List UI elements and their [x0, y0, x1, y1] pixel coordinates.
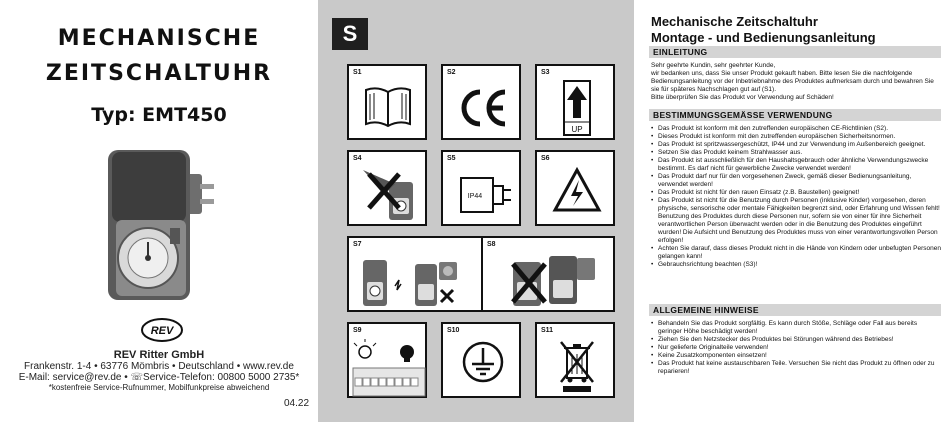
symbol-box-s7: [347, 236, 487, 312]
section-heading-einleitung: EINLEITUNG: [649, 46, 941, 58]
box-label: S10: [447, 327, 460, 334]
svg-text:REV: REV: [150, 325, 174, 337]
ip44-label: IP44: [467, 193, 483, 200]
doc-title: Mechanische Zeitschaltuhr: [651, 14, 818, 29]
list-item: • Das Produkt darf nur für den vorgesehenen Zweck, gemäß dieser Bedienungsanleitung, verwendet werden!: [651, 173, 941, 189]
instructions-panel: [634, 0, 950, 422]
up-label: UP: [571, 125, 583, 134]
symbol-box-s2: [441, 64, 521, 140]
symbol-box-s4: [347, 150, 427, 226]
section-badge: S: [332, 18, 368, 50]
list-item: • Achten Sie darauf, dass dieses Produkt nicht in die Hände von Kindern oder unbefugten Personen gelangen kann!: [651, 245, 941, 261]
symbols-panel: [318, 0, 634, 422]
box-label: S2: [447, 69, 456, 76]
company-name: REV Ritter GmbH: [113, 349, 205, 361]
symbol-box-s3: [535, 64, 615, 140]
list-item: • Dieses Produkt ist konform mit den zutreffenden europäischen Sicherheitsnormen.: [651, 133, 941, 141]
company-address: Frankenstr. 1-4 • 63776 Mömbris • Deutschland • www.rev.de: [24, 361, 294, 372]
box-label: S1: [353, 69, 362, 76]
version-date: 04.22: [284, 398, 310, 409]
list-item: • Das Produkt ist spritzwassergeschützt, IP44 und zur Verwendung im Außenbereich geeignet.: [651, 141, 941, 149]
doc-subtitle: Montage - und Bedienungsanleitung: [651, 30, 876, 45]
list-item: • Keine Zusatzkomponenten einsetzen!: [651, 352, 941, 360]
up-arrow-icon: [563, 80, 591, 136]
weee-bin-icon: [557, 338, 597, 394]
intro-text: [651, 62, 941, 102]
list-item: • Setzen Sie das Produkt keinem Strahlwasser aus.: [651, 149, 941, 157]
cover-title-line1: MECHANISCHE: [57, 26, 261, 51]
usage-list: [651, 125, 941, 269]
company-contact: E-Mail: service@rev.de • ☏Service-Telefon: 00800 5000 2735*: [18, 372, 300, 383]
section-heading-verwendung: BESTIMMUNGSGEMÄSSE VERWENDUNG: [649, 109, 941, 121]
intro-greeting: Sehr geehrte Kundin, sehr geehrter Kunde,: [651, 62, 776, 69]
symbol-box-s8: [481, 236, 615, 312]
list-item: • Das Produkt hat keine austauschbaren Teile. Versuchen Sie nicht das Produkt zu öffnen oder zu reparieren!: [651, 360, 941, 376]
list-item: • Das Produkt ist ausschließlich für den Haushaltsgebrauch oder ähnliche Verwendungszwecke bestimmt. Es darf nicht für gewerbliche Zwecke verwendet werden!: [651, 157, 941, 173]
ce-mark-icon: [453, 82, 513, 134]
timer-product-image: [92, 144, 232, 304]
list-item: • Nur gelieferte Originalteile verwenden!: [651, 344, 941, 352]
no-water-jet-icon: [355, 164, 423, 224]
symbol-box-s5: [441, 150, 521, 226]
box-label: S5: [447, 155, 456, 162]
type-label: Typ: EMT450: [91, 104, 227, 126]
list-item: • Ziehen Sie den Netzstecker des Produktes bei Störungen während des Betriebes!: [651, 336, 941, 344]
intro-body: wir bedanken uns, dass Sie unser Produkt gekauft haben. Bitte lesen Sie die nachfolgende Bedienungsanleitung vor der Inbetriebnahme des Produktes aufmerksam durch und bewahren Sie sie für späteres Nachschlagen gut auf (S1).: [651, 70, 934, 93]
ip44-plug-icon: [455, 168, 513, 220]
list-item: • Das Produkt ist konform mit den zutreffenden europäischen CE-Richtlinien (S2).: [651, 125, 941, 133]
box-label: S9: [353, 327, 362, 334]
symbol-box-s9: [347, 322, 427, 398]
box-label: S11: [541, 327, 554, 334]
rev-logo: [140, 316, 184, 344]
intro-check: Bitte überprüfen Sie das Produkt vor Verwendung auf Schäden!: [651, 94, 834, 101]
manual-book-icon: [363, 84, 413, 128]
list-item: • Das Produkt ist nicht für die Benutzung durch Personen (inklusive Kinder) vorgesehen, deren physische, sensorische oder mentale Fähigkeiten begrenzt sind, oder Erfahrung und Wissen fehlt! Benutzung des Produktes durch diese Personen nur, sofern sie von einer für ihre Sicherheit verantwortlichen Person überwacht werden oder in die Benutzung des Produktes eingeführt wurden! Die Aufsicht und Benutzung des Produktes muss von einer verantwortungsvollen Person erfolgen!: [651, 197, 941, 245]
symbol-box-s6: [535, 150, 615, 226]
symbol-box-s1: [347, 64, 427, 140]
no-daisy-chain-icon: [359, 252, 479, 310]
list-item: • Behandeln Sie das Produkt sorgfältig. Es kann durch Stöße, Schläge oder Fall aus bereits geringer Höhe beschädigt werden!: [651, 320, 941, 336]
box-label: S3: [541, 69, 550, 76]
electric-warning-icon: [551, 166, 603, 216]
box-label: S8: [487, 241, 496, 248]
cover-panel: [0, 0, 318, 422]
cover-title-line2: ZEITSCHALTUHR: [45, 61, 273, 86]
timer-segments-icon: [351, 338, 427, 398]
symbol-box-s11: [535, 322, 615, 398]
box-label: S7: [353, 241, 362, 248]
box-label: S6: [541, 155, 550, 162]
service-footnote: *kostenfreie Service-Rufnummer, Mobilfunkpreise abweichend: [48, 383, 270, 392]
symbol-box-s10: [441, 322, 521, 398]
no-stacking-icon: [509, 250, 599, 310]
list-item: • Gebrauchsrichtung beachten (S3)!: [651, 261, 941, 269]
protective-earth-icon: [461, 340, 505, 384]
section-heading-hinweise: ALLGEMEINE HINWEISE: [649, 304, 941, 316]
box-label: S4: [353, 155, 362, 162]
list-item: • Das Produkt ist nicht für den rauen Einsatz (z.B. Baustellen) geeignet!: [651, 189, 941, 197]
general-notes-list: [651, 320, 941, 376]
